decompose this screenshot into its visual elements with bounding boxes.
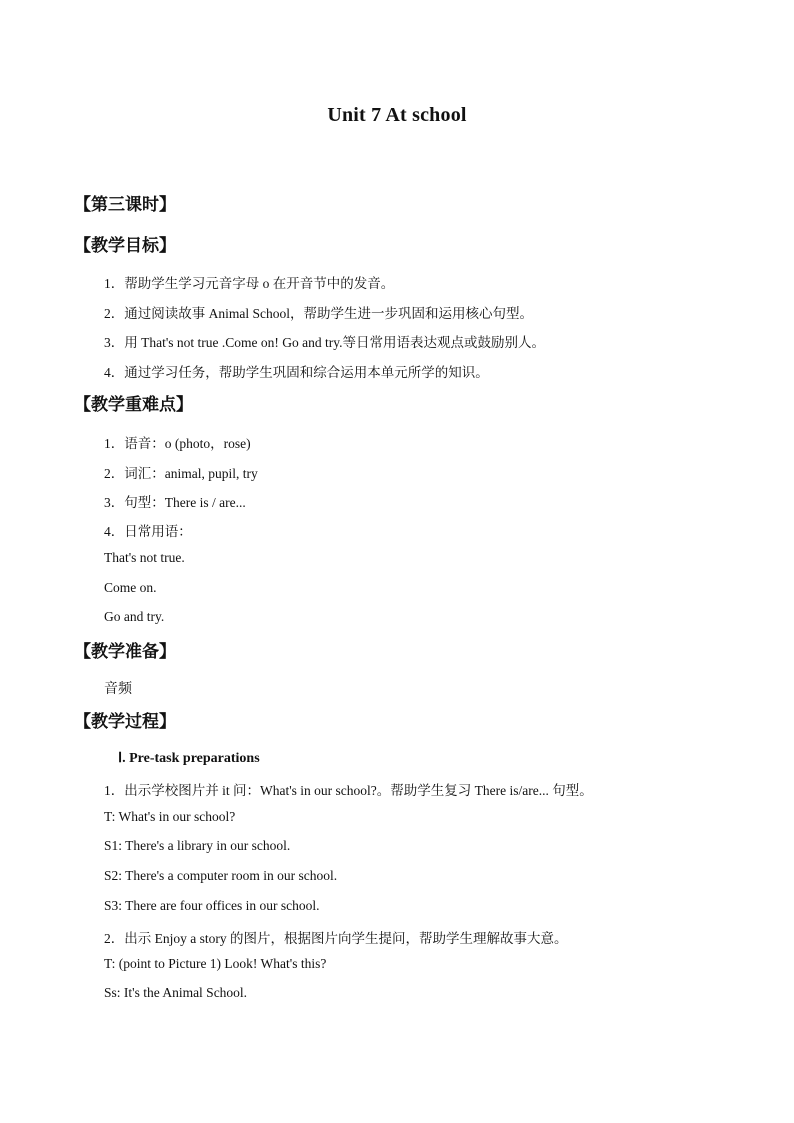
goals-heading: 【教学目标】 [74, 236, 176, 256]
keypoint-item: 3．句型：There is / are... [104, 495, 246, 510]
process-line: S3: There are four offices in our school. [104, 898, 320, 913]
keypoint-item: 4．日常用语： [104, 524, 192, 539]
goal-item: 3．用 That's not true .Come on! Go and try.等日常用语表达观点或鼓励别人。 [104, 335, 546, 350]
keypoint-item: 2．词汇：animal, pupil, try [104, 466, 258, 481]
goal-item: 1．帮助学生学习元音字母 o 在开音节中的发音。 [104, 276, 395, 291]
process-subheading: Ⅰ. Pre-task preparations [118, 751, 260, 766]
process-line: T: What's in our school? [104, 809, 236, 824]
keypoint-item: Go and try. [104, 609, 165, 624]
prep-heading: 【教学准备】 [74, 642, 176, 662]
goal-item: 2．通过阅读故事 Animal School，帮助学生进一步巩固和运用核心句型。 [104, 306, 533, 321]
keypoint-item: 1．语音：o (photo，rose) [104, 436, 251, 451]
process-line: S1: There's a library in our school. [104, 838, 291, 853]
keypoint-item: That's not true. [104, 550, 185, 565]
process-line: S2: There's a computer room in our school. [104, 868, 338, 883]
lesson-heading: 【第三课时】 [74, 195, 176, 215]
process-line: 2．出示 Enjoy a story 的图片，根据图片向学生提问，帮助学生理解故事大意。 [104, 931, 568, 946]
process-line: 1．出示学校图片并 it 问：What's in our school?。帮助学生复习 There is/are... 句型。 [104, 783, 593, 798]
keypoint-item: Come on. [104, 580, 157, 595]
goal-item: 4．通过学习任务，帮助学生巩固和综合运用本单元所学的知识。 [104, 365, 489, 380]
process-line: Ss: It's the Animal School. [104, 985, 248, 1000]
page-title: Unit 7 At school [327, 104, 467, 126]
prep-item: 音频 [104, 681, 132, 697]
process-heading: 【教学过程】 [74, 712, 176, 732]
keypoints-heading: 【教学重难点】 [74, 395, 193, 415]
process-line: T: (point to Picture 1) Look! What's this? [104, 956, 327, 971]
